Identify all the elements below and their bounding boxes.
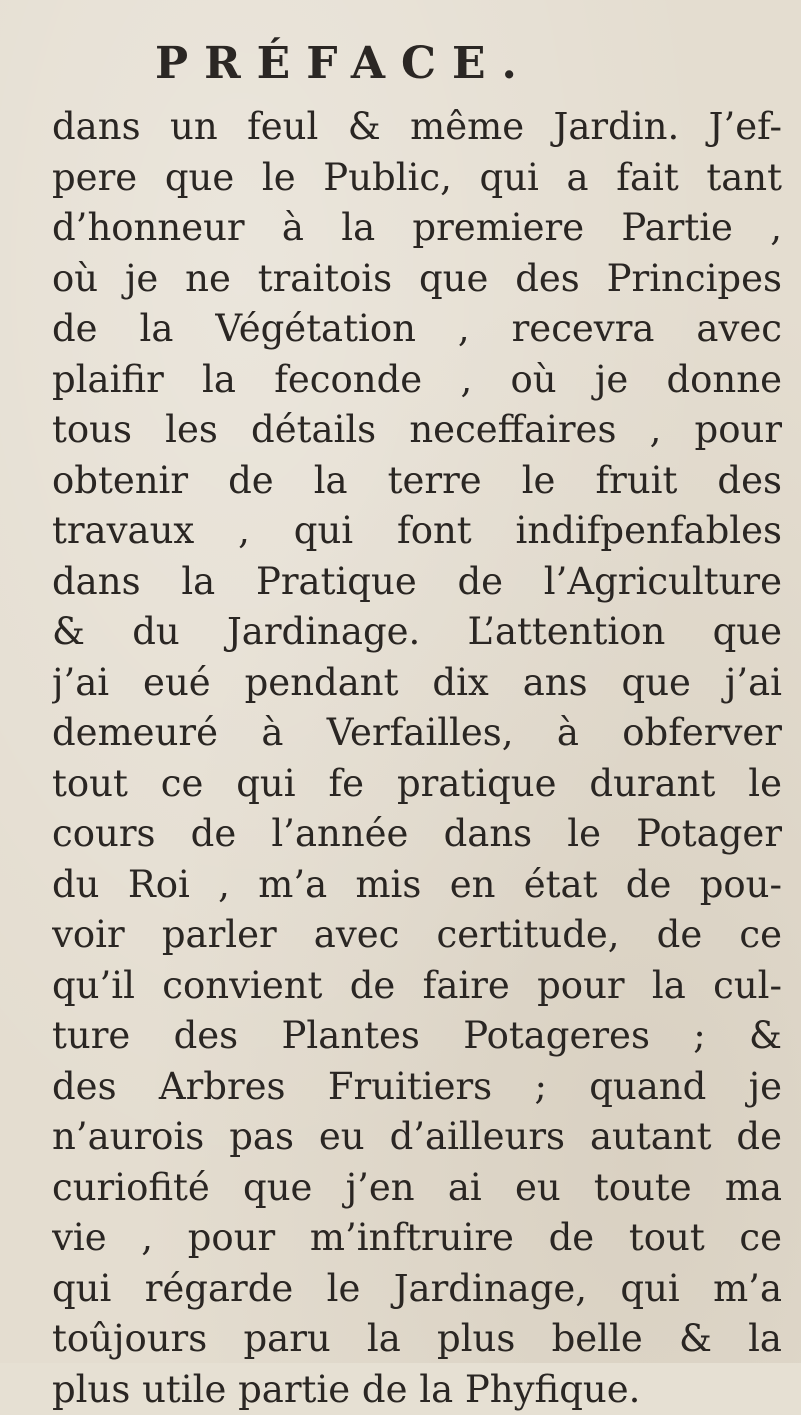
text-line: qu’il convient de faire pour la cul- bbox=[52, 961, 782, 1012]
text-line: tous les détails neceffaires , pour bbox=[52, 405, 782, 456]
text-line: où je ne traitois que des Principes bbox=[52, 254, 782, 305]
text-line: du Roi , m’a mis en état de pou- bbox=[52, 860, 782, 911]
text-line: des Arbres Fruitiers ; quand je bbox=[52, 1062, 782, 1113]
text-line: & du Jardinage. L’attention que bbox=[52, 607, 782, 658]
text-line: j’ai eué pendant dix ans que j’ai bbox=[52, 658, 782, 709]
text-line: n’aurois pas eu d’ailleurs autant de bbox=[52, 1112, 782, 1163]
text-line: cours de l’année dans le Potager bbox=[52, 809, 782, 860]
text-line: dans la Pratique de l’Agriculture bbox=[52, 557, 782, 608]
text-line: obtenir de la terre le fruit des bbox=[52, 456, 782, 507]
text-line: tout ce qui fe pratique durant le bbox=[52, 759, 782, 810]
text-line: pere que le Public, qui a fait tant bbox=[52, 153, 782, 204]
text-line: de la Végétation , recevra avec bbox=[52, 304, 782, 355]
text-line: dans un feul & même Jardin. J’ef- bbox=[52, 102, 782, 153]
running-head: PRÉFACE. bbox=[155, 42, 533, 86]
text-line: travaux , qui font indifpenfables bbox=[52, 506, 782, 557]
text-line: plaifir la feconde , où je donne bbox=[52, 355, 782, 406]
text-line: ture des Plantes Potageres ; & bbox=[52, 1011, 782, 1062]
text-line: curiofité que j’en ai eu toute ma bbox=[52, 1163, 782, 1214]
text-line: demeuré à Verfailles, à obferver bbox=[52, 708, 782, 759]
text-line: qui régarde le Jardinage, qui m’a bbox=[52, 1264, 782, 1315]
text-line: toûjours paru la plus belle & la bbox=[52, 1314, 782, 1365]
text-line: voir parler avec certitude, de ce bbox=[52, 910, 782, 961]
text-line: vie , pour m’inftruire de tout ce bbox=[52, 1213, 782, 1264]
text-line: plus utile partie de la Phyfique. bbox=[52, 1365, 782, 1415]
body-text bbox=[52, 102, 782, 1415]
text-line: d’honneur à la premiere Partie , bbox=[52, 203, 782, 254]
